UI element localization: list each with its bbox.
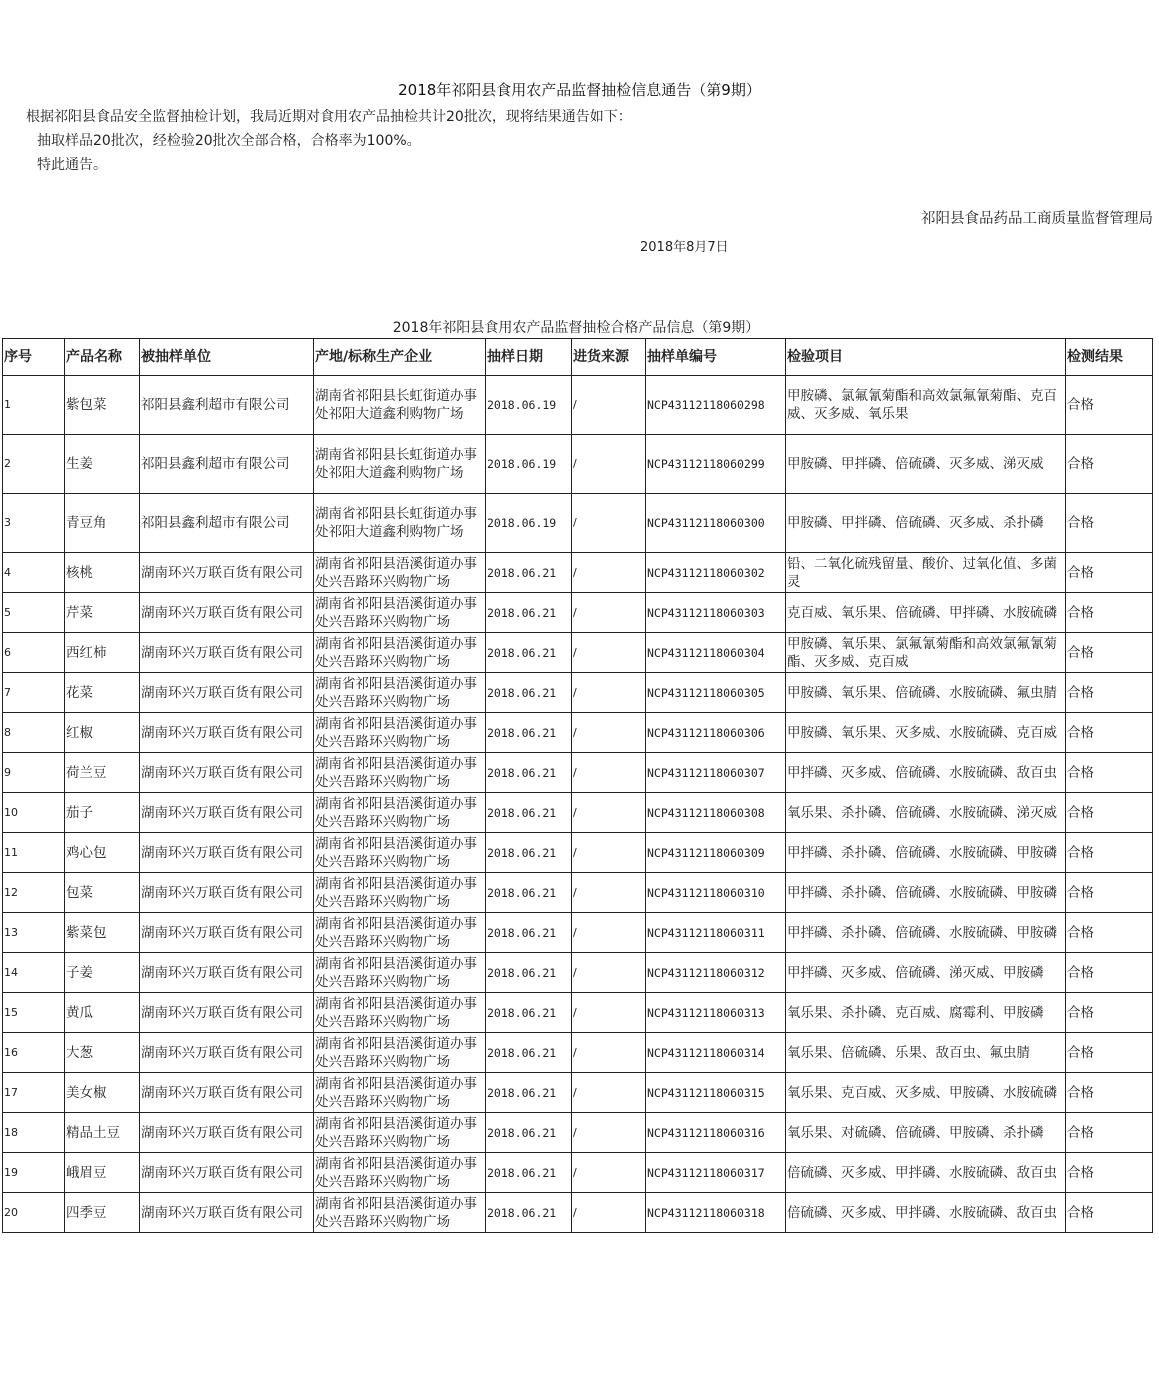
- cell-date: 2018.06.19: [486, 494, 572, 553]
- cell-origin: 湖南省祁阳县浯溪街道办事处兴吾路环兴购物广场: [314, 833, 486, 873]
- cell-unit: 湖南环兴万联百货有限公司: [140, 1153, 314, 1193]
- cell-result: 合格: [1066, 593, 1153, 633]
- cell-origin: 湖南省祁阳县浯溪街道办事处兴吾路环兴购物广场: [314, 1153, 486, 1193]
- cell-no: 14: [3, 953, 65, 993]
- cell-date: 2018.06.21: [486, 1073, 572, 1113]
- cell-date: 2018.06.21: [486, 1033, 572, 1073]
- cell-source: /: [572, 1033, 646, 1073]
- cell-result: 合格: [1066, 793, 1153, 833]
- cell-result: 合格: [1066, 1113, 1153, 1153]
- header-items: 检验项目: [786, 339, 1066, 376]
- cell-items: 氧乐果、杀扑磷、倍硫磷、水胺硫磷、涕灭威: [786, 793, 1066, 833]
- cell-origin: 湖南省祁阳县浯溪街道办事处兴吾路环兴购物广场: [314, 793, 486, 833]
- cell-date: 2018.06.21: [486, 1193, 572, 1233]
- cell-no: 16: [3, 1033, 65, 1073]
- cell-origin: 湖南省祁阳县浯溪街道办事处兴吾路环兴购物广场: [314, 1033, 486, 1073]
- cell-origin: 湖南省祁阳县浯溪街道办事处兴吾路环兴购物广场: [314, 553, 486, 593]
- cell-code: NCP43112118060304: [646, 633, 786, 673]
- cell-source: /: [572, 593, 646, 633]
- table-row: [3, 753, 1153, 793]
- cell-origin: 湖南省祁阳县长虹街道办事处祁阳大道鑫利购物广场: [314, 494, 486, 553]
- cell-product: 花菜: [65, 673, 140, 713]
- table-row: [3, 593, 1153, 633]
- cell-code: NCP43112118060300: [646, 494, 786, 553]
- cell-no: 17: [3, 1073, 65, 1113]
- cell-product: 鸡心包: [65, 833, 140, 873]
- cell-date: 2018.06.21: [486, 833, 572, 873]
- cell-items: 甲拌磷、杀扑磷、倍硫磷、水胺硫磷、甲胺磷: [786, 913, 1066, 953]
- cell-origin: 湖南省祁阳县浯溪街道办事处兴吾路环兴购物广场: [314, 913, 486, 953]
- cell-result: 合格: [1066, 435, 1153, 494]
- cell-unit: 湖南环兴万联百货有限公司: [140, 713, 314, 753]
- cell-result: 合格: [1066, 553, 1153, 593]
- table-row: [3, 633, 1153, 673]
- cell-date: 2018.06.21: [486, 953, 572, 993]
- cell-code: NCP43112118060307: [646, 753, 786, 793]
- cell-code: NCP43112118060311: [646, 913, 786, 953]
- cell-no: 13: [3, 913, 65, 953]
- cell-items: 甲胺磷、氧乐果、灭多威、水胺硫磷、克百威: [786, 713, 1066, 753]
- cell-date: 2018.06.21: [486, 673, 572, 713]
- inspection-results-table: [2, 338, 1153, 1233]
- cell-no: 9: [3, 753, 65, 793]
- cell-date: 2018.06.21: [486, 993, 572, 1033]
- cell-result: 合格: [1066, 1153, 1153, 1193]
- table-row: [3, 494, 1153, 553]
- cell-unit: 湖南环兴万联百货有限公司: [140, 593, 314, 633]
- cell-code: NCP43112118060313: [646, 993, 786, 1033]
- cell-unit: 湖南环兴万联百货有限公司: [140, 873, 314, 913]
- cell-code: NCP43112118060306: [646, 713, 786, 753]
- table-row: [3, 1033, 1153, 1073]
- cell-product: 四季豆: [65, 1193, 140, 1233]
- table-row: [3, 1153, 1153, 1193]
- cell-unit: 湖南环兴万联百货有限公司: [140, 553, 314, 593]
- cell-code: NCP43112118060298: [646, 376, 786, 435]
- cell-product: 红椒: [65, 713, 140, 753]
- cell-date: 2018.06.21: [486, 1113, 572, 1153]
- table-row: [3, 873, 1153, 913]
- cell-source: /: [572, 753, 646, 793]
- cell-date: 2018.06.21: [486, 553, 572, 593]
- cell-no: 7: [3, 673, 65, 713]
- summary-paragraph: 抽取样品20批次，经检验20批次全部合格，合格率为100%。: [37, 133, 421, 149]
- cell-items: 甲胺磷、氯氟氰菊酯和高效氯氟氰菊酯、克百威、灭多威、氧乐果: [786, 376, 1066, 435]
- cell-product: 生姜: [65, 435, 140, 494]
- table-row: [3, 1113, 1153, 1153]
- cell-source: /: [572, 793, 646, 833]
- cell-result: 合格: [1066, 993, 1153, 1033]
- header-origin: 产地/标称生产企业: [314, 339, 486, 376]
- notice-title: 2018年祁阳县食用农产品监督抽检信息通告（第9期）: [398, 81, 761, 99]
- cell-code: NCP43112118060308: [646, 793, 786, 833]
- cell-origin: 湖南省祁阳县浯溪街道办事处兴吾路环兴购物广场: [314, 873, 486, 913]
- issue-date: 2018年8月7日: [640, 240, 729, 255]
- cell-result: 合格: [1066, 833, 1153, 873]
- header-date: 抽样日期: [486, 339, 572, 376]
- cell-code: NCP43112118060317: [646, 1153, 786, 1193]
- cell-product: 子姜: [65, 953, 140, 993]
- cell-unit: 湖南环兴万联百货有限公司: [140, 633, 314, 673]
- cell-items: 甲胺磷、甲拌磷、倍硫磷、灭多威、杀扑磷: [786, 494, 1066, 553]
- notice-body: [26, 105, 632, 177]
- cell-no: 11: [3, 833, 65, 873]
- cell-no: 10: [3, 793, 65, 833]
- cell-source: /: [572, 1193, 646, 1233]
- cell-result: 合格: [1066, 713, 1153, 753]
- cell-no: 4: [3, 553, 65, 593]
- cell-result: 合格: [1066, 1073, 1153, 1113]
- closing-paragraph: 特此通告。: [37, 157, 107, 173]
- cell-source: /: [572, 435, 646, 494]
- table-row: [3, 833, 1153, 873]
- cell-no: 18: [3, 1113, 65, 1153]
- cell-no: 3: [3, 494, 65, 553]
- cell-unit: 祁阳县鑫利超市有限公司: [140, 494, 314, 553]
- cell-unit: 祁阳县鑫利超市有限公司: [140, 435, 314, 494]
- cell-unit: 湖南环兴万联百货有限公司: [140, 993, 314, 1033]
- intro-paragraph: 根据祁阳县食品安全监督抽检计划，我局近期对食用农产品抽检共计20批次，现将结果通告如下：: [26, 109, 632, 125]
- cell-date: 2018.06.21: [486, 793, 572, 833]
- cell-product: 黄瓜: [65, 993, 140, 1033]
- cell-date: 2018.06.21: [486, 633, 572, 673]
- cell-origin: 湖南省祁阳县长虹街道办事处祁阳大道鑫利购物广场: [314, 435, 486, 494]
- cell-items: 甲胺磷、氧乐果、倍硫磷、水胺硫磷、氟虫腈: [786, 673, 1066, 713]
- cell-source: /: [572, 633, 646, 673]
- cell-unit: 湖南环兴万联百货有限公司: [140, 1193, 314, 1233]
- cell-unit: 湖南环兴万联百货有限公司: [140, 753, 314, 793]
- cell-product: 大葱: [65, 1033, 140, 1073]
- table-header-row: [3, 339, 1153, 376]
- cell-source: /: [572, 1153, 646, 1193]
- cell-result: 合格: [1066, 1033, 1153, 1073]
- table-caption: 2018年祁阳县食用农产品监督抽检合格产品信息（第9期）: [392, 320, 760, 336]
- issuing-authority: 祁阳县食品药品工商质量监督管理局: [921, 211, 1153, 227]
- cell-items: 甲拌磷、灭多威、倍硫磷、水胺硫磷、敌百虫: [786, 753, 1066, 793]
- cell-unit: 湖南环兴万联百货有限公司: [140, 1033, 314, 1073]
- table-row: [3, 435, 1153, 494]
- header-source: 进货来源: [572, 339, 646, 376]
- cell-no: 1: [3, 376, 65, 435]
- header-product: 产品名称: [65, 339, 140, 376]
- cell-source: /: [572, 1113, 646, 1153]
- cell-result: 合格: [1066, 1193, 1153, 1233]
- cell-date: 2018.06.21: [486, 913, 572, 953]
- header-result: 检测结果: [1066, 339, 1153, 376]
- table-row: [3, 913, 1153, 953]
- cell-origin: 湖南省祁阳县浯溪街道办事处兴吾路环兴购物广场: [314, 953, 486, 993]
- cell-result: 合格: [1066, 376, 1153, 435]
- cell-unit: 祁阳县鑫利超市有限公司: [140, 376, 314, 435]
- cell-unit: 湖南环兴万联百货有限公司: [140, 833, 314, 873]
- cell-origin: 湖南省祁阳县浯溪街道办事处兴吾路环兴购物广场: [314, 673, 486, 713]
- cell-items: 甲拌磷、灭多威、倍硫磷、涕灭威、甲胺磷: [786, 953, 1066, 993]
- cell-no: 12: [3, 873, 65, 913]
- cell-code: NCP43112118060302: [646, 553, 786, 593]
- cell-no: 15: [3, 993, 65, 1033]
- cell-items: 氧乐果、杀扑磷、克百威、腐霉利、甲胺磷: [786, 993, 1066, 1033]
- cell-result: 合格: [1066, 673, 1153, 713]
- cell-no: 20: [3, 1193, 65, 1233]
- cell-product: 核桃: [65, 553, 140, 593]
- cell-date: 2018.06.21: [486, 593, 572, 633]
- cell-result: 合格: [1066, 633, 1153, 673]
- cell-code: NCP43112118060299: [646, 435, 786, 494]
- table-row: [3, 673, 1153, 713]
- table-row: [3, 713, 1153, 753]
- cell-items: 铅、二氧化硫残留量、酸价、过氧化值、多菌灵: [786, 553, 1066, 593]
- header-code: 抽样单编号: [646, 339, 786, 376]
- cell-product: 茄子: [65, 793, 140, 833]
- table-row: [3, 376, 1153, 435]
- table-row: [3, 793, 1153, 833]
- cell-origin: 湖南省祁阳县浯溪街道办事处兴吾路环兴购物广场: [314, 1113, 486, 1153]
- cell-source: /: [572, 553, 646, 593]
- cell-unit: 湖南环兴万联百货有限公司: [140, 953, 314, 993]
- cell-product: 荷兰豆: [65, 753, 140, 793]
- cell-source: /: [572, 494, 646, 553]
- cell-origin: 湖南省祁阳县浯溪街道办事处兴吾路环兴购物广场: [314, 1193, 486, 1233]
- cell-product: 紫菜包: [65, 913, 140, 953]
- table-row: [3, 953, 1153, 993]
- cell-code: NCP43112118060315: [646, 1073, 786, 1113]
- cell-origin: 湖南省祁阳县浯溪街道办事处兴吾路环兴购物广场: [314, 753, 486, 793]
- cell-result: 合格: [1066, 873, 1153, 913]
- cell-date: 2018.06.21: [486, 1153, 572, 1193]
- header-unit: 被抽样单位: [140, 339, 314, 376]
- cell-origin: 湖南省祁阳县浯溪街道办事处兴吾路环兴购物广场: [314, 633, 486, 673]
- cell-unit: 湖南环兴万联百货有限公司: [140, 1073, 314, 1113]
- cell-items: 甲拌磷、杀扑磷、倍硫磷、水胺硫磷、甲胺磷: [786, 833, 1066, 873]
- cell-code: NCP43112118060314: [646, 1033, 786, 1073]
- cell-code: NCP43112118060309: [646, 833, 786, 873]
- cell-items: 甲拌磷、杀扑磷、倍硫磷、水胺硫磷、甲胺磷: [786, 873, 1066, 913]
- cell-no: 6: [3, 633, 65, 673]
- cell-product: 青豆角: [65, 494, 140, 553]
- cell-code: NCP43112118060318: [646, 1193, 786, 1233]
- cell-source: /: [572, 376, 646, 435]
- cell-origin: 湖南省祁阳县浯溪街道办事处兴吾路环兴购物广场: [314, 713, 486, 753]
- cell-code: NCP43112118060316: [646, 1113, 786, 1153]
- cell-date: 2018.06.19: [486, 435, 572, 494]
- cell-items: 氧乐果、克百威、灭多威、甲胺磷、水胺硫磷: [786, 1073, 1066, 1113]
- cell-unit: 湖南环兴万联百货有限公司: [140, 793, 314, 833]
- cell-date: 2018.06.19: [486, 376, 572, 435]
- cell-source: /: [572, 953, 646, 993]
- cell-product: 芹菜: [65, 593, 140, 633]
- cell-items: 氧乐果、倍硫磷、乐果、敌百虫、氟虫腈: [786, 1033, 1066, 1073]
- cell-no: 8: [3, 713, 65, 753]
- cell-unit: 湖南环兴万联百货有限公司: [140, 673, 314, 713]
- cell-origin: 湖南省祁阳县浯溪街道办事处兴吾路环兴购物广场: [314, 993, 486, 1033]
- cell-items: 克百威、氧乐果、倍硫磷、甲拌磷、水胺硫磷: [786, 593, 1066, 633]
- cell-items: 甲胺磷、甲拌磷、倍硫磷、灭多威、涕灭威: [786, 435, 1066, 494]
- cell-items: 甲胺磷、氧乐果、氯氟氰菊酯和高效氯氟氰菊酯、灭多威、克百威: [786, 633, 1066, 673]
- cell-origin: 湖南省祁阳县长虹街道办事处祁阳大道鑫利购物广场: [314, 376, 486, 435]
- cell-product: 美女椒: [65, 1073, 140, 1113]
- cell-source: /: [572, 913, 646, 953]
- cell-product: 精品土豆: [65, 1113, 140, 1153]
- cell-product: 包菜: [65, 873, 140, 913]
- cell-no: 19: [3, 1153, 65, 1193]
- cell-items: 倍硫磷、灭多威、甲拌磷、水胺硫磷、敌百虫: [786, 1193, 1066, 1233]
- cell-date: 2018.06.21: [486, 713, 572, 753]
- cell-items: 倍硫磷、灭多威、甲拌磷、水胺硫磷、敌百虫: [786, 1153, 1066, 1193]
- table-body: [3, 376, 1153, 1233]
- table-row: [3, 553, 1153, 593]
- cell-code: NCP43112118060310: [646, 873, 786, 913]
- cell-source: /: [572, 993, 646, 1033]
- cell-product: 西红柿: [65, 633, 140, 673]
- cell-result: 合格: [1066, 753, 1153, 793]
- table-row: [3, 1073, 1153, 1113]
- cell-date: 2018.06.21: [486, 873, 572, 913]
- cell-source: /: [572, 1073, 646, 1113]
- cell-code: NCP43112118060305: [646, 673, 786, 713]
- cell-product: 紫包菜: [65, 376, 140, 435]
- cell-result: 合格: [1066, 494, 1153, 553]
- cell-items: 氧乐果、对硫磷、倍硫磷、甲胺磷、杀扑磷: [786, 1113, 1066, 1153]
- cell-code: NCP43112118060303: [646, 593, 786, 633]
- cell-date: 2018.06.21: [486, 753, 572, 793]
- table-row: [3, 993, 1153, 1033]
- cell-source: /: [572, 873, 646, 913]
- cell-origin: 湖南省祁阳县浯溪街道办事处兴吾路环兴购物广场: [314, 593, 486, 633]
- header-no: 序号: [3, 339, 65, 376]
- cell-code: NCP43112118060312: [646, 953, 786, 993]
- cell-origin: 湖南省祁阳县浯溪街道办事处兴吾路环兴购物广场: [314, 1073, 486, 1113]
- cell-source: /: [572, 713, 646, 753]
- cell-source: /: [572, 673, 646, 713]
- cell-no: 2: [3, 435, 65, 494]
- cell-result: 合格: [1066, 953, 1153, 993]
- cell-product: 峨眉豆: [65, 1153, 140, 1193]
- table-row: [3, 1193, 1153, 1233]
- cell-unit: 湖南环兴万联百货有限公司: [140, 1113, 314, 1153]
- cell-result: 合格: [1066, 913, 1153, 953]
- cell-unit: 湖南环兴万联百货有限公司: [140, 913, 314, 953]
- cell-source: /: [572, 833, 646, 873]
- cell-no: 5: [3, 593, 65, 633]
